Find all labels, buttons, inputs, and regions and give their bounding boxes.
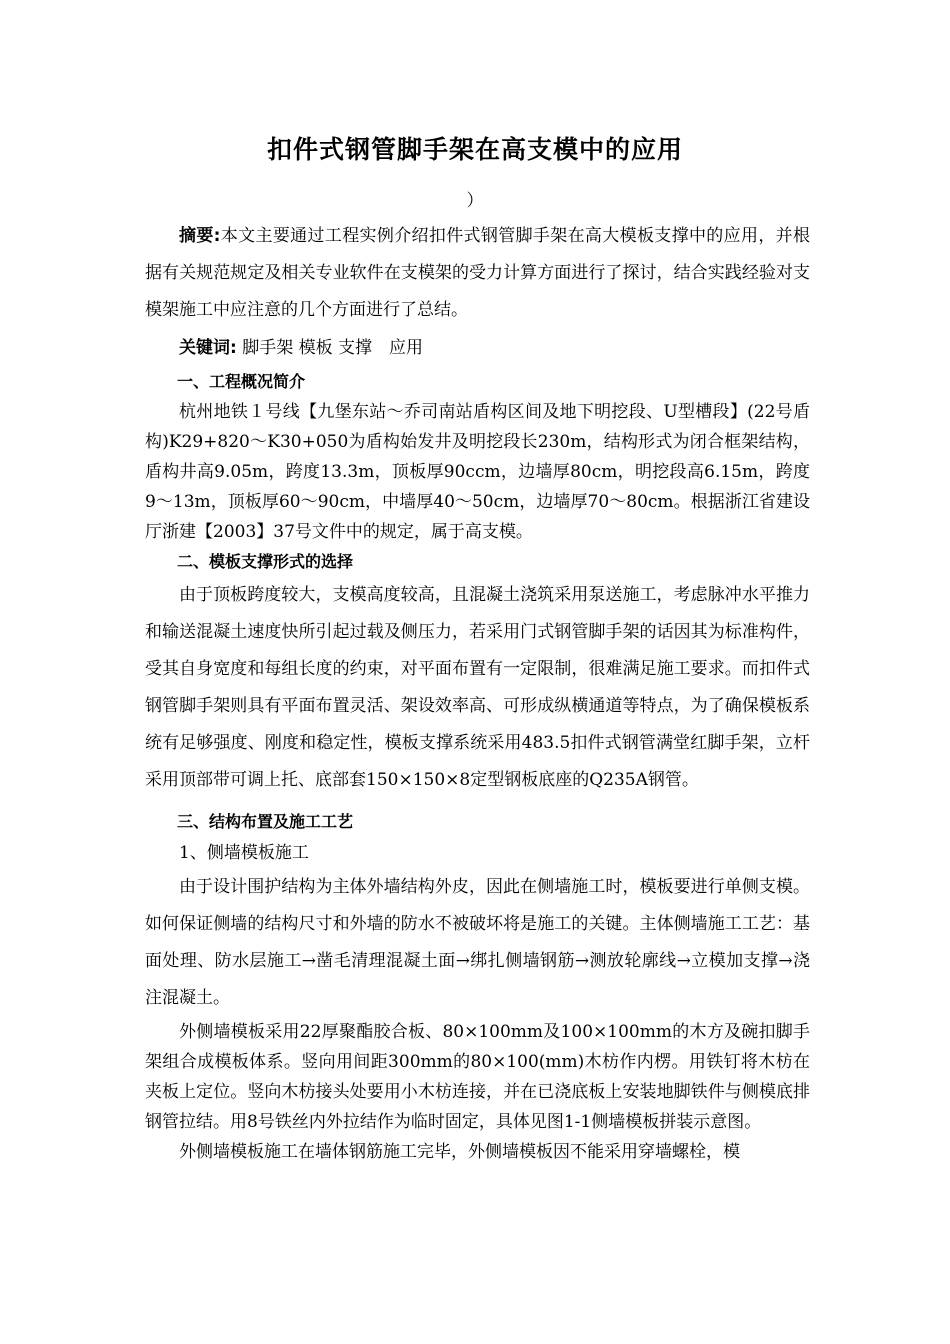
document-body <box>145 218 810 1167</box>
abstract-text: 本文主要通过工程实例介绍扣件式钢管脚手架在高大模板支撑中的应用，并根据有关规范规定及相关专业软件在支模架的受力计算方面进行了探讨，结合实践经验对支模架施工中应注意的几个方面进行了总结。 <box>145 226 810 320</box>
section-3-heading: 三、结构布置及施工工艺 <box>177 812 354 831</box>
abstract-label: 摘要: <box>179 226 221 246</box>
abstract-paragraph <box>145 218 810 329</box>
keywords-line <box>145 329 810 367</box>
section-3-paragraph-2: 外侧墙模板采用22厚聚酯胶合板、80×100mm及100×100mm的木方及碗扣脚手架组合成模板体系。竖向用间距300mm的80×100(mm)木枋作内楞。用铁钉将木枋在夹板上定位。竖向木枋接头处要用小木枋连接，并在已浇底板上安装地脚铁件与侧模底排钢管拉结。用8号铁丝内外拉结作为临时固定，具体见图1-1侧墙模板拼装示意图。 <box>145 1022 810 1132</box>
section-1-heading: 一、工程概况简介 <box>177 372 306 391</box>
section-3-paragraph-3: 外侧墙模板施工在墙体钢筋施工完毕，外侧墙模板因不能采用穿墙螺栓，模 <box>179 1142 740 1162</box>
section-3-paragraph-1: 由于设计围护结构为主体外墙结构外皮，因此在侧墙施工时，模板要进行单侧支模。如何保证侧墙的结构尺寸和外墙的防水不被破坏将是施工的关键。主体侧墙施工工艺：基面处理、防水层施工→凿毛清理混凝土面→绑扎侧墙钢筋→测放轮廓线→立模加支撑→浇注混凝土。 <box>145 877 810 1008</box>
keywords-text: 脚手架 模板 支撑 应用 <box>242 338 424 358</box>
document-subtitle: ） <box>466 191 484 211</box>
section-3-subheading: 1、侧墙模板施工 <box>179 843 309 863</box>
section-1-paragraph: 杭州地铁１号线【九堡东站～乔司南站盾构区间及地下明挖段、U型槽段】(22号盾构)K29+820～K30+050为盾构始发井及明挖段长230m，结构形式为闭合框架结构，盾构井高9.05m，跨度13.3m，顶板厚90ccm，边墙厚80cm，明挖段高6.15m，跨度9～13m，顶板厚60～90cm，中墙厚40～50cm，边墙厚70～80cm。根据浙江省建设厅浙建【2003】37号文件中的规定，属于高支模。 <box>145 402 810 542</box>
section-2-heading: 二、模板支撑形式的选择 <box>177 552 354 571</box>
keywords-label: 关键词: <box>179 338 237 358</box>
section-2-paragraph: 由于顶板跨度较大，支模高度较高，且混凝土浇筑采用泵送施工，考虑脉冲水平推力和输送混凝土速度快所引起过载及侧压力，若采用门式钢管脚手架的话因其为标准构件，受其自身宽度和每组长度的约束，对平面布置有一定限制，很难满足施工要求。而扣件式钢管脚手架则具有平面布置灵活、架设效率高、可形成纵横通道等特点，为了确保模板系统有足够强度、刚度和稳定性，模板支撑系统采用483.5扣件式钢管满堂红脚手架，立杆采用顶部带可调上托、底部套150×150×8定型钢板底座的Q235A钢管。 <box>145 585 810 790</box>
document-title: 扣件式钢管脚手架在高支模中的应用 <box>266 135 683 164</box>
